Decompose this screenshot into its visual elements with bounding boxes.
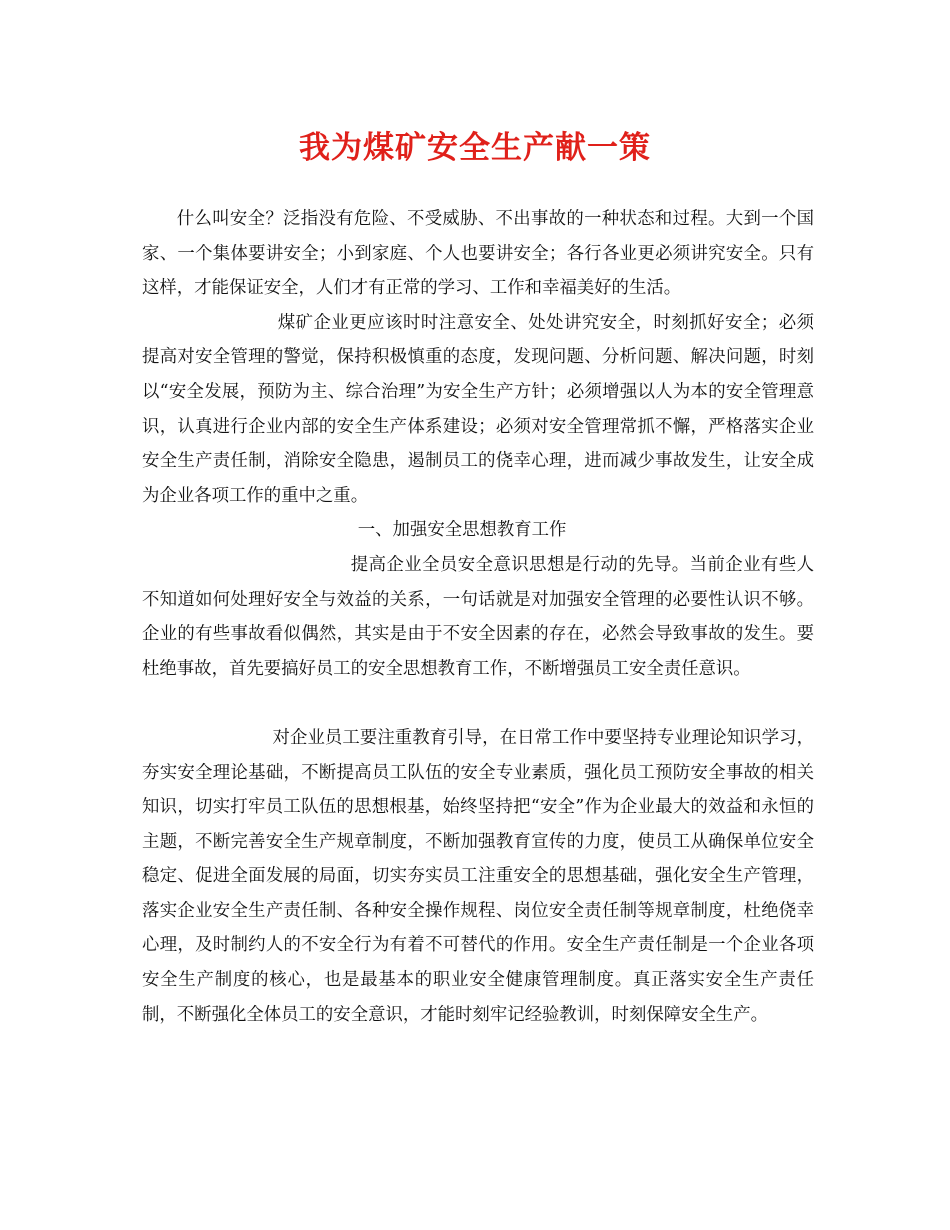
paragraph-intro: 什么叫安全？泛指没有危险、不受威胁、不出事故的一种状态和过程。大到一个国家、一个集体要讲安全；小到家庭、个人也要讲安全；各行各业更必须讲究安全。只有这样，才能保证安全，人们才有正常的学习、工作和幸福美好的生活。 bbox=[142, 209, 814, 299]
paragraph-coal-mine: 煤矿企业更应该时时注意安全、处处讲究安全，时刻抓好安全；必须提高对安全管理的警觉，保持积极慎重的态度，发现问题、分析问题、解决问题，时刻以“安全发展，预防为主、综合治理”为安全生产方针；必须增强以人为本的安全管理意识，认真进行企业内部的安全生产体系建设；必须对安全管理常抓不懈，严格落实企业安全生产责任制，消除安全隐患，遏制员工的侥幸心理，进而减少事故发生，让安全成为企业各项工作的重中之重。 bbox=[142, 312, 814, 506]
blank-line bbox=[142, 686, 814, 721]
paragraph-awareness: 提高企业全员安全意识思想是行动的先导。当前企业有些人不知道如何处理好安全与效益的关系，一句话就是对加强安全管理的必要性认识不够。企业的有些事故看似偶然，其实是由于不安全因素的存在，必然会导致事故的发生。要杜绝事故，首先要搞好员工的安全思想教育工作，不断增强员工安全责任意识。 bbox=[142, 554, 814, 679]
document-body bbox=[142, 202, 814, 1032]
document-title: 我为煤矿安全生产献一策 bbox=[299, 130, 651, 166]
section-heading-1: 一、加强安全思想教育工作 bbox=[357, 520, 567, 541]
paragraph-education: 对企业员工要注重教育引导，在日常工作中要坚持专业理论知识学习，夯实安全理论基础，不断提高员工队伍的安全专业素质，强化员工预防安全事故的相关知识，切实打牢员工队伍的思想根基，始终坚持把“安全”作为企业最大的效益和永恒的主题，不断完善安全生产规章制度，不断加强教育宣传的力度，使员工从确保单位安全稳定、促进全面发展的局面，切实夯实员工注重安全的思想基础，强化安全生产管理，落实企业安全生产责任制、各种安全操作规程、岗位安全责任制等规章制度，杜绝侥幸心理，及时制约人的不安全行为有着不可替代的作用。安全生产责任制是一个企业各项安全生产制度的核心，也是最基本的职业安全健康管理制度。真正落实安全生产责任制，不断强化全体员工的安全意识，才能时刻牢记经验教训，时刻保障安全生产。 bbox=[142, 727, 814, 1025]
